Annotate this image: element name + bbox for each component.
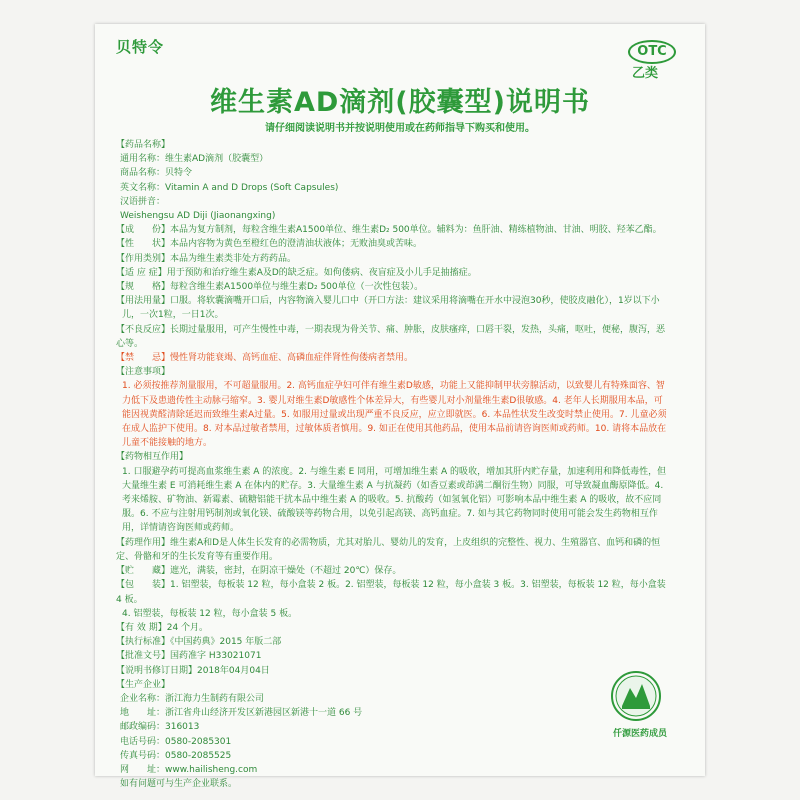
document-title: 维生素AD滴剂(胶囊型)说明书 [210,87,590,118]
pinyin-name: Weishengsu AD Diji (Jiaonangxing) [120,211,276,222]
validity-section: 【有 效 期】24 个月。 [116,622,209,633]
company-logo-icon [610,670,662,722]
english-name: 英文名称：Vitamin A and D Drops (Soft Capsules) [120,182,339,193]
brand-logo-text: 贝特令 [116,38,165,56]
storage-section: 【贮 藏】遮光，满装，密封，在阴凉干燥处（不超过 20℃）保存。 [116,566,402,577]
approval-section: 【批准文号】国药准字 H33021071 [116,651,262,662]
indication-section: 【适 应 症】用于预防和治疗维生素A及D的缺乏症。如佝偻病、夜盲症及小儿手足抽搐症。 [116,267,477,278]
otc-class-label: 乙类 [632,66,659,81]
precautions-text: 1. 必须按推荐剂量服用，不可超量服用。2. 高钙血症孕妇可伴有维生素D敏感，功能上又能抑制甲状旁腺活动，以致婴儿有特殊面容、智力低下及患遗传性主动脉弓缩窄。3. 婴儿对维生素D敏感性个体差异大，有些婴儿对小剂量维生素D很敏感。4. 老年人长期服用本品，可能因视黄醛清除延迟而致维生素A过量。5. 如服用过量或出现严重不良反应，应立即就医。6. 本品性状发生改变时禁止使用。7. 儿童必须在成人监护下使用。8. 对本品过敏者禁用，过敏体质者慎用。9. 如正在使用其他药品，使用本品前请咨询医师或药师。10. 请将本品放在儿童不能接触的地方。 [122,381,667,449]
category-section: 【作用类别】本品为维生素类非处方药药品。 [116,253,297,264]
manufacturer-postcode: 邮政编码：316013 [120,722,200,733]
interactions-text: 1. 口服避孕药可提高血浆维生素 A 的浓度。2. 与维生素 E 同用，可增加维生素 A 的吸收，增加其肝内贮存量，加速利用和降低毒性，但大量维生素 E 可消耗维生素 A 在体内的贮存。3. 大量维生素 A 与抗凝药（如香豆素或茚满二酮衍生物）同服，可导致凝血酶原降低。4. 考来烯胺、矿物油、新霉素、硫糖铝能干扰本品中维生素 A 的吸收。5. 抗酸药（如氢氧化铝）可影响本品中维生素 A 的吸收，故不应同服。6. 不应与注射用钙制剂或氧化镁、硫酸镁等药物合用，以免引起高镁、高钙血症。7. 如与其它药物同时使用可能会发生药物相互作用，详情请咨询医师或药师。 [122,466,667,534]
package-section: 【包 装】1. 铝塑装，每板装 12 粒，每小盒装 2 板。2. 铝塑装，每板装 12 粒，每小盒装 3 板。3. 铝塑装，每板装 12 粒，每小盒装 4 板。 [116,580,666,605]
company-logo-caption: 仟源医药成员 [612,729,667,739]
manufacturer-contact: 如有问题可与生产企业联系。 [120,779,238,790]
leaflet-content [116,138,672,791]
package-section-cont: 4. 铝塑装，每板装 12 粒，每小盒装 5 板。 [122,608,298,619]
spec-section: 【规 格】每粒含维生素A1500单位与维生素D₂ 500单位（一次性包装）。 [116,282,424,293]
manufacturer-name: 企业名称：浙江海力生制药有限公司 [120,693,265,704]
manufacturer-header: 【生产企业】 [116,679,171,690]
otc-badge: OTC [628,40,676,64]
manufacturer-address: 地 址：浙江省舟山经济开发区新港园区新港十一道 66 号 [120,708,363,719]
appearance-section: 【性 状】本品内容物为黄色至橙红色的澄清油状液体；无败油臭或苦味。 [116,239,423,250]
generic-name: 通用名称：维生素AD滴剂（胶囊型） [120,154,269,165]
pharmacology-section: 【药理作用】维生素A和D是人体生长发育的必需物质，尤其对胎儿、婴幼儿的发育，上皮组织的完整性、视力、生殖器官、血钙和磷的恒定、骨骼和牙的生长发育等有重要作用。 [116,537,661,562]
document-subtitle: 请仔细阅读说明书并按说明使用或在药师指导下购买和使用。 [265,123,535,134]
precautions-header: 【注意事项】 [116,367,171,378]
manufacturer-website[interactable]: 网 址：www.hailisheng.com [120,764,258,775]
manufacturer-phone: 电话号码：0580-2085301 [120,736,232,747]
interactions-header: 【药物相互作用】 [116,452,189,463]
standard-section: 【执行标准】《中国药典》2015 年版二部 [116,637,282,648]
trade-name: 商品名称：贝特令 [120,168,193,179]
adverse-section: 【不良反应】长期过量服用，可产生慢性中毒，一期表现为骨关节、痛、肿胀，皮肤瘙痒，口唇干裂，发热，头痛，呕吐，便秘，腹泻，恶心等。 [116,324,666,349]
pinyin-label: 汉语拼音： [120,196,166,207]
usage-section: 【用法用量】口服。将软囊滴嘴开口后，内容物滴入婴儿口中（开口方法：建议采用将滴嘴在开水中浸泡30秒，使胶皮融化），1岁以下小 [116,296,660,307]
contraindication-section: 【禁 忌】慢性肾功能衰竭、高钙血症、高磷血症伴肾性佝偻病者禁用。 [116,353,414,364]
drug-name-header: 【药品名称】 [116,140,171,150]
manufacturer-fax: 传真号码：0580-2085525 [120,750,232,761]
usage-section-cont: 儿，一次1粒，一日1次。 [122,310,224,321]
composition-section: 【成 份】本品为复方制剂，每粒含维生素A1500单位、维生素D₂ 500单位。辅料为：鱼肝油、精练植物油、甘油、明胶、羟苯乙酯。 [116,225,662,236]
revision-section: 【说明书修订日期】2018年04月04日 [116,665,270,676]
